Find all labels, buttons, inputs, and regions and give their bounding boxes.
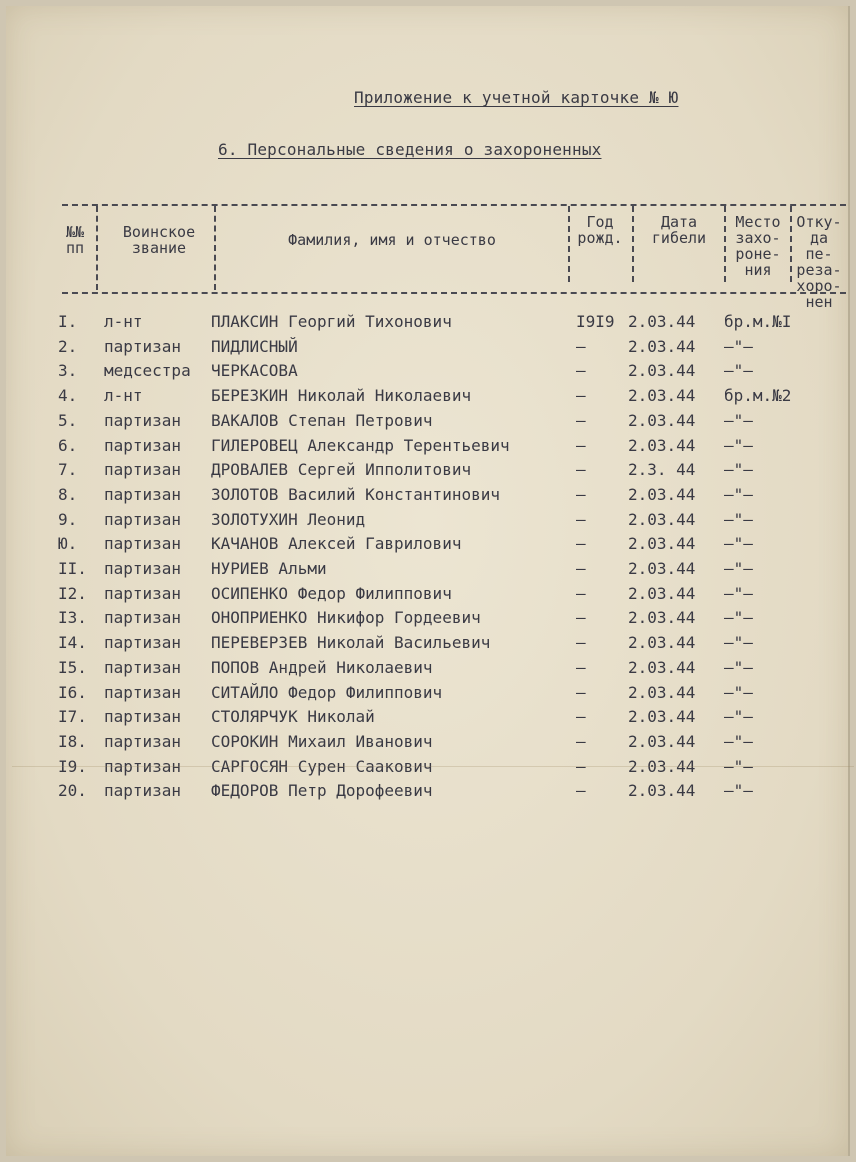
cell-place: –"–: [724, 781, 753, 801]
cell-place: –"–: [724, 410, 753, 430]
cell-num: 4.: [58, 386, 78, 406]
table-row: [6, 608, 848, 632]
cell-place: –"–: [724, 534, 753, 554]
col-header-num: №№ пп: [65, 223, 85, 257]
cell-rank: партизан: [104, 509, 182, 529]
cell-rank: партизан: [104, 707, 182, 727]
cell-date: 2.03.44: [628, 534, 696, 554]
cell-date: 2.03.44: [628, 435, 696, 455]
table-row: [6, 337, 848, 361]
table-top-rule: [62, 204, 846, 206]
col-header-place: Место захо- роне- ния: [735, 213, 781, 279]
col-header-date: Дата гибели: [651, 213, 707, 247]
table-row: [6, 436, 848, 460]
cell-name: ГИЛЕРОВЕЦ Александр Терентьевич: [211, 435, 510, 455]
cell-name: НУРИЕВ Альми: [211, 559, 327, 578]
col-divider: [96, 206, 98, 290]
cell-name: КАЧАНОВ Алексей Гаврилович: [211, 534, 462, 554]
cell-year: –: [576, 559, 586, 578]
cell-num: I.: [58, 312, 78, 331]
table-row: [6, 757, 848, 781]
cell-rank: партизан: [104, 731, 182, 751]
cell-date: 2.03.44: [628, 781, 696, 801]
cell-place: –"–: [724, 756, 753, 776]
cell-num: I6.: [58, 682, 87, 702]
cell-year: –: [576, 707, 586, 727]
table-row: [6, 386, 848, 410]
table-row: [6, 460, 848, 484]
cell-year: –: [576, 657, 586, 677]
cell-name: БЕРЕЗКИН Николай Николаевич: [211, 386, 472, 406]
table-row: [6, 510, 848, 534]
cell-place: –"–: [724, 583, 753, 603]
cell-name: ПЛАКСИН Георгий Тихонович: [211, 312, 452, 331]
cell-date: 2.03.44: [628, 484, 696, 504]
cell-place: –"–: [724, 633, 753, 653]
cell-date: 2.03.44: [628, 731, 696, 751]
cell-num: 8.: [58, 484, 78, 504]
cell-name: СИТАЙЛО Федор Филиппович: [211, 682, 443, 702]
cell-year: –: [576, 509, 586, 529]
cell-year: –: [576, 633, 586, 653]
cell-rank: партизан: [104, 336, 182, 356]
cell-rank: партизан: [104, 756, 182, 776]
cell-name: СОРОКИН Михаил Иванович: [211, 731, 433, 751]
cell-year: –: [576, 608, 586, 628]
cell-name: ПИДЛИСНЫЙ: [211, 336, 298, 356]
cell-rank: партизан: [104, 633, 182, 653]
table-row: [6, 683, 848, 707]
cell-rank: партизан: [104, 559, 182, 578]
cell-date: 2.03.44: [628, 657, 696, 677]
table-row: [6, 707, 848, 731]
cell-date: 2.03.44: [628, 559, 696, 578]
cell-place: –"–: [724, 731, 753, 751]
cell-name: СТОЛЯРЧУК Николай: [211, 707, 375, 727]
cell-name: ВАКАЛОВ Степан Петрович: [211, 410, 433, 430]
cell-num: 5.: [58, 410, 78, 430]
cell-num: 20.: [58, 781, 87, 801]
cell-place: –"–: [724, 707, 753, 727]
cell-num: 2.: [58, 336, 78, 356]
col-header-name: Фамилия, имя и отчество: [288, 231, 496, 249]
cell-rank: партизан: [104, 410, 182, 430]
cell-date: 2.03.44: [628, 583, 696, 603]
col-header-from: Отку- да пе- реза- хоро- нен: [796, 213, 842, 311]
cell-year: –: [576, 435, 586, 455]
cell-year: –: [576, 460, 586, 480]
cell-name: ЧЕРКАСОВА: [211, 361, 298, 381]
section-title: 6. Персональные сведения о захороненных: [218, 140, 602, 159]
cell-date: 2.03.44: [628, 756, 696, 776]
cell-num: I5.: [58, 657, 87, 677]
cell-year: –: [576, 781, 586, 801]
cell-rank: партизан: [104, 583, 182, 603]
cell-date: 2.03.44: [628, 707, 696, 727]
document-page: [6, 6, 850, 1156]
cell-num: I9.: [58, 756, 87, 776]
cell-year: –: [576, 410, 586, 430]
cell-date: 2.03.44: [628, 312, 696, 331]
cell-name: ФЕДОРОВ Петр Дорофеевич: [211, 781, 433, 801]
cell-num: Ю.: [58, 534, 78, 554]
cell-year: –: [576, 484, 586, 504]
cell-rank: партизан: [104, 682, 182, 702]
cell-num: I4.: [58, 633, 87, 653]
cell-place: –"–: [724, 361, 753, 381]
cell-num: 3.: [58, 361, 78, 381]
cell-date: 2.03.44: [628, 386, 696, 406]
table-header-bottom-rule: [62, 292, 846, 294]
cell-num: I8.: [58, 731, 87, 751]
cell-date: 2.03.44: [628, 633, 696, 653]
cell-date: 2.03.44: [628, 509, 696, 529]
cell-rank: партизан: [104, 484, 182, 504]
table-row: [6, 584, 848, 608]
cell-rank: партизан: [104, 608, 182, 628]
table-row: [6, 312, 848, 336]
cell-num: I7.: [58, 707, 87, 727]
cell-date: 2.03.44: [628, 361, 696, 381]
cell-name: ДРОВАЛЕВ Сергей Ипполитович: [211, 460, 472, 480]
table-row: [6, 361, 848, 385]
cell-num: 9.: [58, 509, 78, 529]
cell-name: ПОПОВ Андрей Николаевич: [211, 657, 433, 677]
table-row: [6, 534, 848, 558]
cell-place: –"–: [724, 559, 753, 578]
cell-date: 2.03.44: [628, 682, 696, 702]
cell-date: 2.03.44: [628, 608, 696, 628]
cell-place: бр.м.№2: [724, 386, 792, 406]
cell-num: 6.: [58, 435, 78, 455]
cell-rank: партизан: [104, 460, 182, 480]
col-header-year: Год рожд.: [577, 213, 623, 247]
cell-date: 2.03.44: [628, 410, 696, 430]
cell-place: –"–: [724, 484, 753, 504]
col-header-rank: Воинское звание: [122, 223, 196, 257]
cell-place: –"–: [724, 435, 753, 455]
cell-place: –"–: [724, 682, 753, 702]
table-row: [6, 658, 848, 682]
cell-place: –"–: [724, 509, 753, 529]
cell-rank: партизан: [104, 435, 182, 455]
cell-date: 2.3. 44: [628, 460, 696, 480]
cell-year: –: [576, 682, 586, 702]
cell-place: –"–: [724, 460, 753, 480]
cell-year: –: [576, 756, 586, 776]
cell-name: ОНОПРИЕНКО Никифор Гордеевич: [211, 608, 481, 628]
cell-place: –"–: [724, 336, 753, 356]
cell-name: ЗОЛОТОВ Василий Константинович: [211, 484, 500, 504]
col-divider: [214, 206, 216, 290]
cell-num: I2.: [58, 583, 87, 603]
cell-name: ОСИПЕНКО Федор Филиппович: [211, 583, 452, 603]
table-row: [6, 633, 848, 657]
cell-name: ПЕРЕВЕРЗЕВ Николай Васильевич: [211, 633, 491, 653]
cell-date: 2.03.44: [628, 336, 696, 356]
cell-num: 7.: [58, 460, 78, 480]
cell-year: –: [576, 336, 586, 356]
cell-place: –"–: [724, 608, 753, 628]
document-title: Приложение к учетной карточке № Ю: [354, 88, 679, 107]
paper-fold: [12, 766, 854, 767]
cell-num: I3.: [58, 608, 87, 628]
cell-rank: л-нт: [104, 386, 143, 406]
cell-year: –: [576, 386, 586, 406]
cell-rank: партизан: [104, 781, 182, 801]
col-divider: [632, 206, 634, 282]
cell-year: I9I9: [576, 312, 615, 331]
cell-name: ЗОЛОТУХИН Леонид: [211, 509, 366, 529]
cell-name: САРГОСЯН Сурен Саакович: [211, 756, 433, 776]
cell-year: –: [576, 731, 586, 751]
cell-num: II.: [58, 559, 87, 578]
table-row: [6, 781, 848, 805]
cell-place: –"–: [724, 657, 753, 677]
cell-year: –: [576, 534, 586, 554]
table-row: [6, 732, 848, 756]
cell-rank: медсестра: [104, 361, 191, 381]
cell-rank: партизан: [104, 657, 182, 677]
cell-year: –: [576, 361, 586, 381]
table-row: [6, 559, 848, 583]
table-row: [6, 411, 848, 435]
cell-year: –: [576, 583, 586, 603]
table-row: [6, 485, 848, 509]
cell-rank: л-нт: [104, 312, 143, 331]
cell-rank: партизан: [104, 534, 182, 554]
cell-place: бр.м.№I: [724, 312, 792, 331]
